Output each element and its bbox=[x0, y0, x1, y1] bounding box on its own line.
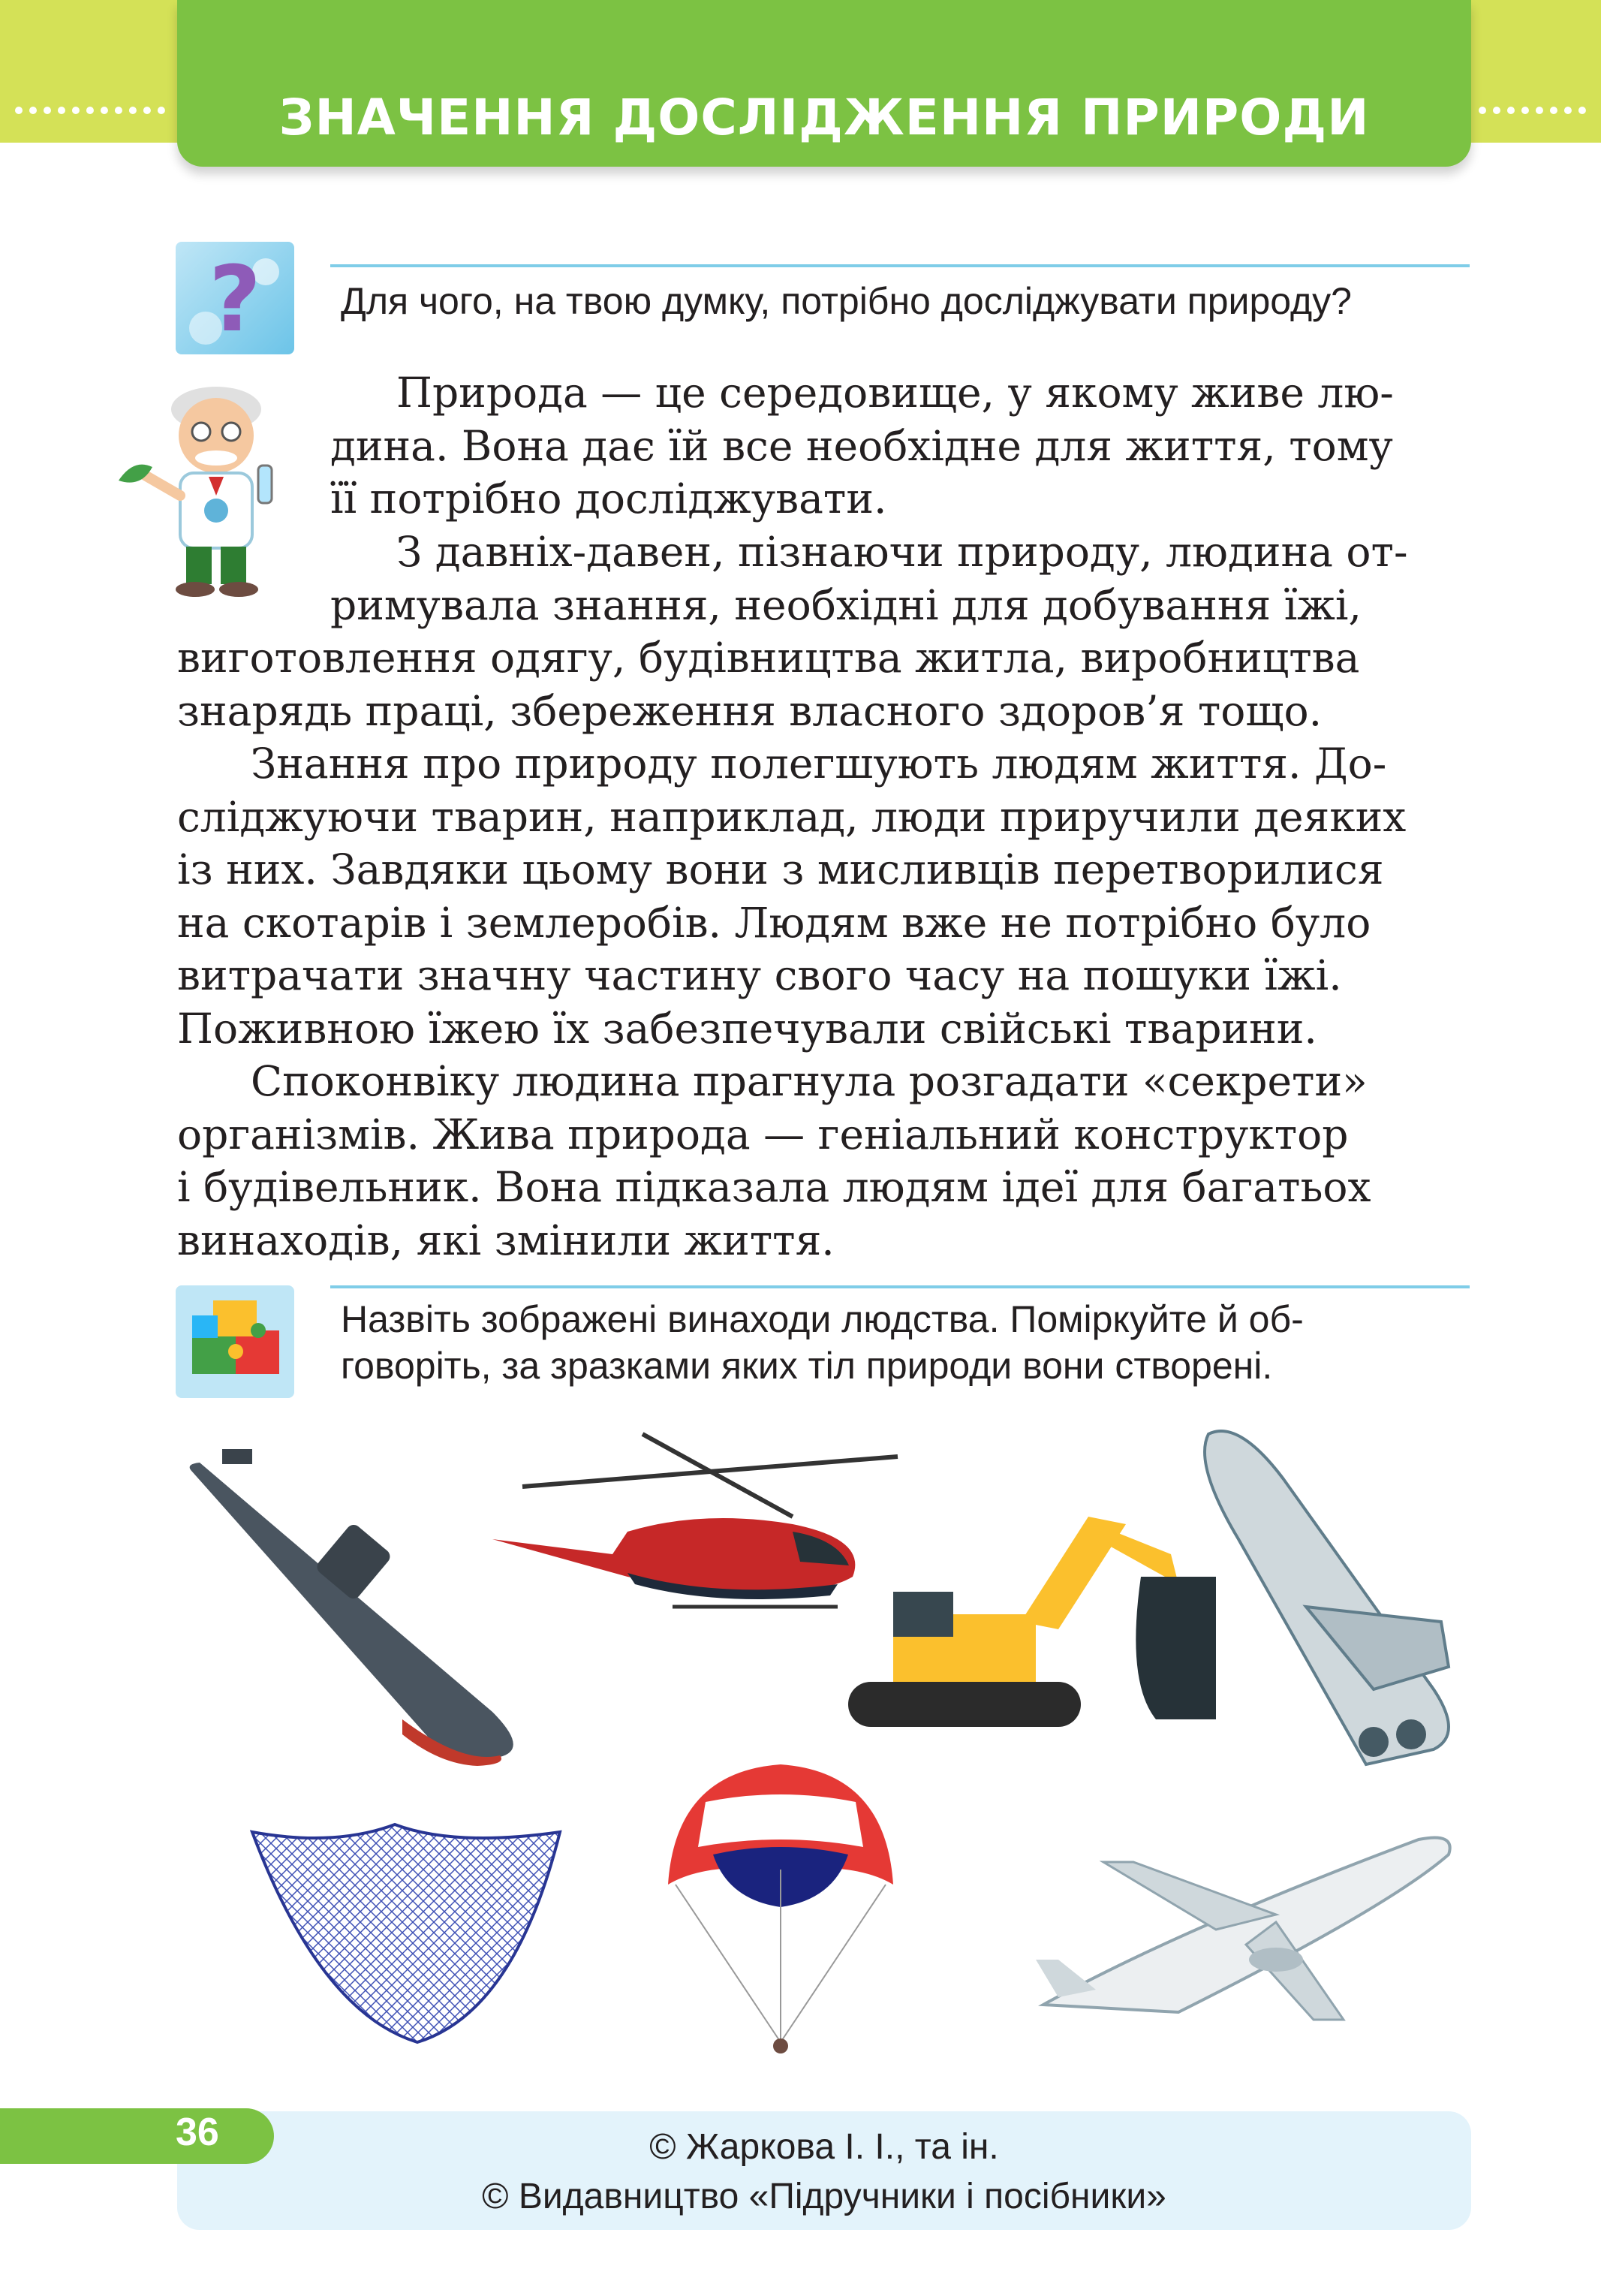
copyright-line: © Видавництво «Підручники і посібники» bbox=[482, 2177, 1166, 2216]
fishing-net-image bbox=[245, 1817, 575, 2050]
paragraph-line: витрачати значну частину свого часу на пошуки їжі. bbox=[177, 951, 1342, 999]
question-mark-icon bbox=[176, 242, 294, 354]
page-title: ЗНАЧЕННЯ ДОСЛІДЖЕННЯ ПРИРОДИ bbox=[278, 89, 1370, 146]
question-text: Для чого, на твою думку, потрібно досліджувати природу? bbox=[341, 280, 1352, 322]
paragraph-line: Споконвіку людина прагнула розгадати «секрети» bbox=[251, 1057, 1368, 1105]
paragraph-line: Поживною їжею їх забезпечували свійські тварини. bbox=[177, 1004, 1317, 1053]
header-band-left bbox=[0, 0, 180, 143]
paragraph-4 bbox=[177, 1055, 1471, 1267]
task-text bbox=[341, 1296, 1467, 1389]
paragraph-line: сліджуючи тварин, наприклад, люди приручили деяких bbox=[177, 792, 1407, 841]
excavator-image bbox=[841, 1494, 1231, 1742]
task-rule bbox=[330, 1285, 1470, 1288]
header-band-right bbox=[1464, 0, 1601, 143]
task-line: говоріть, за зразками яких тіл природи вони створені. bbox=[341, 1345, 1273, 1387]
paragraph-line: її потрібно досліджувати. bbox=[330, 475, 887, 523]
page-number: 36 bbox=[176, 2111, 219, 2154]
paragraph-line: на скотарів і землеробів. Людям вже не потрібно було bbox=[177, 898, 1371, 947]
paragraph-3 bbox=[177, 737, 1471, 1055]
paragraph-1 bbox=[330, 366, 1471, 526]
task-line: Назвіть зображені винаходи людства. Поміркуйте й об- bbox=[341, 1298, 1304, 1340]
paragraph-line: дина. Вона дає їй все необхідне для життя, тому bbox=[330, 421, 1393, 470]
question-rule bbox=[330, 264, 1470, 267]
paragraph-line: винаходів, які змінили життя. bbox=[177, 1216, 835, 1264]
paragraph-line: і будівельник. Вона підказала людям ідеї для багатьох bbox=[177, 1163, 1371, 1211]
paragraph-line: організмів. Жива природа — геніальний конструктор bbox=[177, 1110, 1349, 1159]
puzzle-icon bbox=[176, 1285, 294, 1398]
paragraph-line: З давніх-давен, пізнаючи природу, людина от- bbox=[396, 528, 1408, 576]
parachute-image bbox=[661, 1757, 901, 2057]
paragraph-line: Природа — це середовище, у якому живе лю- bbox=[396, 369, 1394, 417]
svg-text:?: ? bbox=[209, 248, 261, 352]
paragraph-line: римувала знання, необхідні для добування їжі, bbox=[330, 580, 1362, 629]
paragraph-line: виготовлення одягу, будівництва житла, виробництва bbox=[177, 634, 1360, 682]
paragraph-2 bbox=[177, 526, 1471, 737]
paragraph-line: знарядь праці, збереження власного здоров’я тощо. bbox=[177, 686, 1323, 735]
title-bar bbox=[177, 0, 1471, 167]
airplane-image bbox=[1028, 1817, 1456, 2035]
paragraph-line: Знання про природу полегшують людям життя. До- bbox=[251, 740, 1387, 788]
paragraph-line: із них. Завдяки цьому вони з мисливців перетворилися bbox=[177, 845, 1384, 893]
space-shuttle-image bbox=[1193, 1419, 1479, 1772]
copyright-line: © Жаркова І. І., та ін. bbox=[649, 2127, 999, 2167]
